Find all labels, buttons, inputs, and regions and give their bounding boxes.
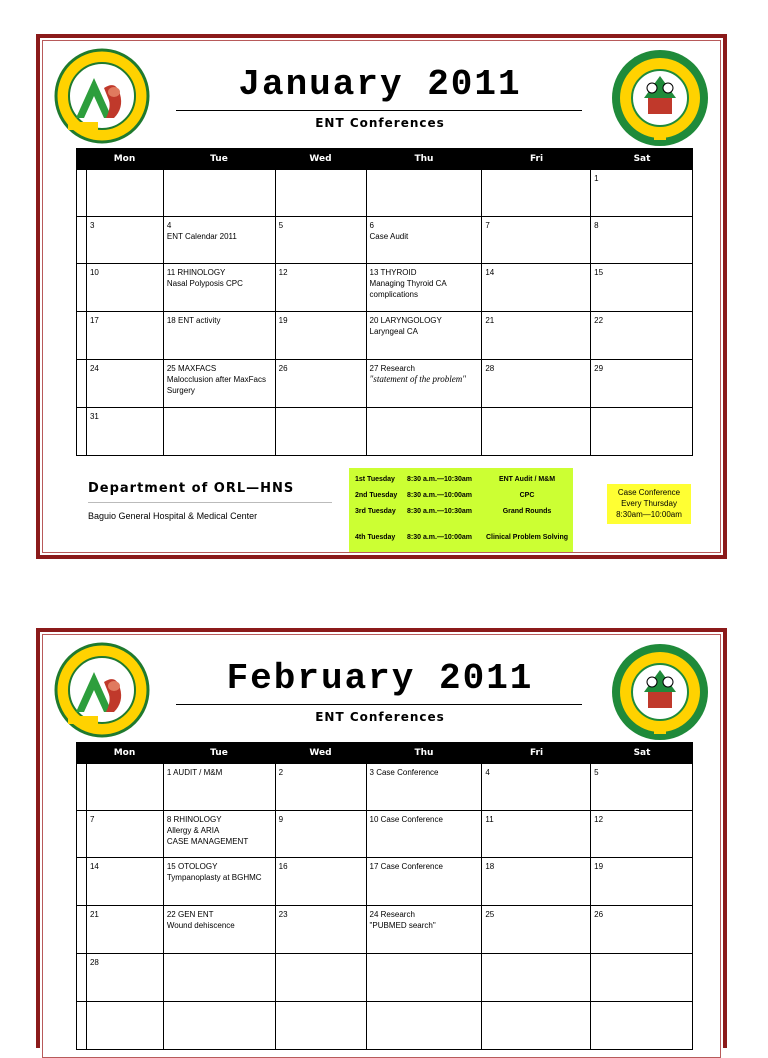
calendar-day-text: 11 RHINOLOGY Nasal Polyposis CPC — [166, 268, 243, 288]
calendar-week-row — [76, 906, 693, 954]
calendar-day-text: 1 AUDIT / M&M — [166, 768, 223, 777]
calendar-day-cell — [87, 170, 164, 217]
calendar-day-cell — [367, 811, 483, 858]
calendar-day-text: 26 — [594, 910, 604, 919]
calendar-day-text: 5 — [278, 221, 284, 230]
department-divider — [88, 502, 332, 503]
calendar-day-cell — [367, 954, 483, 1002]
calendar-day-text: 15 OTOLOGY Tympanoplasty at BGHMC — [166, 862, 262, 882]
calendar-day-text: 10 Case Conference — [369, 815, 443, 824]
calendar-day-cell — [276, 954, 367, 1002]
schedule-event: ENT Audit / M&M — [498, 476, 556, 483]
calendar-day-text: 20 LARYNGOLOGY Laryngeal CA — [369, 316, 442, 336]
weekday-label: Thu — [414, 748, 434, 758]
calendar-subtitle: ENT Conferences — [315, 710, 445, 724]
calendar-day-cell — [87, 858, 164, 906]
calendar-day-cell — [482, 217, 591, 264]
calendar-day-cell — [367, 858, 483, 906]
calendar-day-cell — [591, 954, 693, 1002]
calendar-margin-cell — [77, 408, 87, 456]
calendar-grid — [76, 148, 693, 456]
calendar-day-text: 12 — [594, 815, 604, 824]
calendar-day-cell — [164, 217, 276, 264]
calendar-day-text: 17 Case Conference — [369, 862, 443, 871]
calendar-day-cell — [164, 312, 276, 360]
month-title: January 2011 — [238, 64, 522, 105]
schedule-time: 8:30 a.m.—10:00am — [407, 492, 472, 499]
calendar-day-cell — [87, 1002, 164, 1050]
schedule-week: 2nd Tuesday — [355, 492, 398, 499]
calendar-day-cell — [482, 764, 591, 811]
calendar-day-text: 8 — [594, 221, 599, 230]
calendar-week-row — [76, 811, 693, 858]
calendar-day-text: 29 — [594, 364, 604, 373]
calendar-day-cell — [482, 408, 591, 456]
schedule-row — [349, 508, 573, 515]
calendar-day-text: 24 — [89, 364, 99, 373]
calendar-day-cell — [591, 811, 693, 858]
calendar-day-text: 10 — [89, 268, 99, 277]
weekday-label: Sat — [633, 154, 651, 164]
calendar-day-text: 16 — [278, 862, 288, 871]
tuesday-schedule-box — [349, 468, 573, 552]
weekday-label: Fri — [529, 154, 544, 164]
calendar-day-cell — [87, 264, 164, 312]
calendar-day-cell — [276, 408, 367, 456]
calendar-week-row — [76, 954, 693, 1002]
calendar-page-january — [36, 34, 727, 559]
calendar-day-cell — [164, 170, 276, 217]
calendar-day-text: 11 — [485, 815, 494, 824]
calendar-day-cell — [276, 312, 367, 360]
calendar-day-text: 19 — [594, 862, 604, 871]
weekday-header — [76, 148, 693, 170]
calendar-margin-cell — [77, 906, 87, 954]
calendar-day-text: 28 — [89, 958, 99, 967]
calendar-day-text: 4 — [485, 768, 490, 777]
calendar-day-cell — [87, 906, 164, 954]
calendar-day-cell — [164, 764, 276, 811]
calendar-day-text: 1 — [594, 174, 599, 183]
ent-department-logo-icon — [54, 48, 150, 144]
calendar-day-cell — [276, 264, 367, 312]
calendar-day-text: 26 — [278, 364, 288, 373]
calendar-day-cell — [591, 906, 693, 954]
calendar-day-text: 31 — [89, 412, 99, 421]
calendar-day-cell — [591, 312, 693, 360]
calendar-week-row — [76, 764, 693, 811]
calendar-day-cell — [591, 360, 693, 408]
calendar-day-text: 7 — [485, 221, 490, 230]
calendar-day-cell — [276, 858, 367, 906]
calendar-day-text: 28 — [485, 364, 495, 373]
calendar-day-text: 7 — [89, 815, 95, 824]
calendar-day-cell — [482, 811, 591, 858]
calendar-day-text: 23 — [278, 910, 288, 919]
calendar-day-text: 24 Research "PUBMED search" — [369, 910, 436, 930]
calendar-week-row — [76, 170, 693, 217]
schedule-event: Grand Rounds — [502, 508, 552, 515]
schedule-event: CPC — [519, 492, 535, 499]
calendar-day-cell — [164, 811, 276, 858]
calendar-day-cell — [164, 906, 276, 954]
calendar-day-text: 27 Research — [369, 364, 415, 373]
calendar-week-row — [76, 312, 693, 360]
calendar-day-cell — [87, 954, 164, 1002]
weekday-label: Mon — [113, 154, 136, 164]
schedule-row — [349, 476, 573, 483]
hospital-seal-icon — [610, 48, 710, 148]
schedule-time: 8:30 a.m.—10:30am — [407, 508, 472, 515]
calendar-day-cell — [367, 360, 483, 408]
calendar-grid — [76, 742, 693, 1050]
calendar-day-cell — [276, 360, 367, 408]
calendar-day-text: 21 — [89, 910, 99, 919]
calendar-day-cell — [591, 217, 693, 264]
schedule-week: 3rd Tuesday — [355, 508, 396, 515]
weekday-label: Wed — [309, 748, 332, 758]
schedule-row — [349, 534, 573, 541]
calendar-day-cell — [591, 408, 693, 456]
calendar-subtitle: ENT Conferences — [315, 116, 445, 130]
calendar-day-cell — [591, 858, 693, 906]
calendar-day-text: 25 — [485, 910, 495, 919]
calendar-day-cell — [87, 811, 164, 858]
calendar-margin-cell — [77, 170, 87, 217]
calendar-day-cell — [164, 408, 276, 456]
weekday-header — [76, 742, 693, 764]
calendar-day-cell — [367, 408, 483, 456]
department-name: Department of ORL—HNS — [88, 481, 295, 496]
case-conference-day: Every Thursday — [621, 499, 677, 508]
ent-department-logo-icon — [54, 642, 150, 738]
calendar-day-cell — [87, 312, 164, 360]
calendar-margin-cell — [77, 764, 87, 811]
calendar-day-cell — [164, 954, 276, 1002]
schedule-time: 8:30 a.m.—10:00am — [407, 534, 472, 541]
calendar-day-cell — [367, 264, 483, 312]
calendar-day-cell — [482, 360, 591, 408]
calendar-day-cell — [482, 264, 591, 312]
calendar-day-text: 17 — [89, 316, 99, 325]
calendar-day-text: 22 GEN ENT Wound dehiscence — [166, 910, 235, 930]
hospital-name: Baguio General Hospital & Medical Center — [88, 511, 258, 521]
calendar-week-row — [76, 1002, 693, 1050]
calendar-day-cell — [164, 264, 276, 312]
calendar-day-text: 22 — [594, 316, 604, 325]
calendar-week-row — [76, 408, 693, 456]
calendar-day-cell — [87, 408, 164, 456]
calendar-day-cell — [367, 1002, 483, 1050]
calendar-day-text: 3 — [89, 221, 95, 230]
calendar-day-cell — [367, 312, 483, 360]
calendar-day-text: 3 Case Conference — [369, 768, 439, 777]
calendar-week-row — [76, 858, 693, 906]
calendar-day-cell — [367, 764, 483, 811]
calendar-margin-cell — [77, 858, 87, 906]
title-divider — [176, 704, 582, 705]
title-divider — [176, 110, 582, 111]
calendar-day-cell — [482, 858, 591, 906]
calendar-day-cell — [87, 217, 164, 264]
schedule-time: 8:30 a.m.—10:30am — [407, 476, 472, 483]
calendar-day-text: 6 Case Audit — [369, 221, 409, 241]
calendar-day-cell — [482, 954, 591, 1002]
calendar-day-text: 13 THYROID Managing Thyroid CA complications — [369, 268, 447, 299]
calendar-day-cell — [164, 360, 276, 408]
calendar-day-text: 18 ENT activity — [166, 316, 221, 325]
month-title: February 2011 — [226, 658, 534, 699]
calendar-day-cell — [276, 217, 367, 264]
calendar-day-text: 5 — [594, 768, 599, 777]
calendar-day-cell — [276, 764, 367, 811]
calendar-day-cell — [276, 1002, 367, 1050]
calendar-margin-cell — [77, 264, 87, 312]
weekday-label: Tue — [210, 748, 228, 758]
calendar-margin-cell — [77, 811, 87, 858]
weekday-label: Tue — [210, 154, 228, 164]
calendar-week-row — [76, 217, 693, 264]
calendar-day-text: 15 — [594, 268, 604, 277]
calendar-day-cell — [87, 764, 164, 811]
calendar-page-february — [36, 628, 727, 1048]
calendar-margin-cell — [77, 360, 87, 408]
calendar-day-cell — [87, 360, 164, 408]
calendar-margin-cell — [77, 312, 87, 360]
calendar-day-cell — [591, 264, 693, 312]
calendar-day-text: 9 — [278, 815, 284, 824]
calendar-day-cell — [482, 1002, 591, 1050]
weekday-label: Thu — [414, 154, 434, 164]
calendar-day-cell — [482, 906, 591, 954]
weekday-label: Mon — [113, 748, 136, 758]
calendar-day-text: 19 — [278, 316, 288, 325]
calendar-day-text: 14 — [485, 268, 495, 277]
calendar-day-cell — [367, 906, 483, 954]
calendar-day-cell — [591, 170, 693, 217]
calendar-week-row — [76, 264, 693, 312]
calendar-day-text: 12 — [278, 268, 288, 277]
calendar-day-cell — [367, 170, 483, 217]
hospital-seal-icon — [610, 642, 710, 742]
calendar-day-text: 25 MAXFACS Malocclusion after MaxFacs Surgery — [166, 364, 267, 395]
calendar-margin-cell — [77, 1002, 87, 1050]
weekday-label: Wed — [309, 154, 332, 164]
calendar-day-text: 8 RHINOLOGY Allergy & ARIA CASE MANAGEMENT — [166, 815, 249, 846]
schedule-week: 4th Tuesday — [355, 534, 396, 541]
schedule-row — [349, 492, 573, 499]
calendar-day-text: 21 — [485, 316, 495, 325]
calendar-day-cell — [276, 170, 367, 217]
calendar-day-cell — [482, 170, 591, 217]
case-conference-time: 8:30am—10:00am — [616, 510, 682, 519]
research-note: "statement of the problem" — [369, 374, 466, 384]
calendar-day-text: 2 — [278, 768, 284, 777]
calendar-day-cell — [591, 1002, 693, 1050]
calendar-week-row — [76, 360, 693, 408]
weekday-label: Sat — [633, 748, 651, 758]
calendar-day-text: 18 — [485, 862, 495, 871]
calendar-day-cell — [276, 811, 367, 858]
case-conference-box — [607, 484, 691, 524]
calendar-day-cell — [482, 312, 591, 360]
case-conference-label: Case Conference — [617, 488, 681, 497]
calendar-day-cell — [164, 1002, 276, 1050]
calendar-day-cell — [164, 858, 276, 906]
schedule-event: Clinical Problem Solving — [485, 534, 569, 541]
calendar-day-text: 4 ENT Calendar 2011 — [166, 221, 237, 241]
schedule-week: 1st Tuesday — [355, 476, 395, 483]
calendar-margin-cell — [77, 954, 87, 1002]
calendar-day-cell — [367, 217, 483, 264]
calendar-day-cell — [591, 764, 693, 811]
weekday-label: Fri — [529, 748, 544, 758]
calendar-day-cell — [276, 906, 367, 954]
calendar-day-text: 14 — [89, 862, 99, 871]
calendar-margin-cell — [77, 217, 87, 264]
